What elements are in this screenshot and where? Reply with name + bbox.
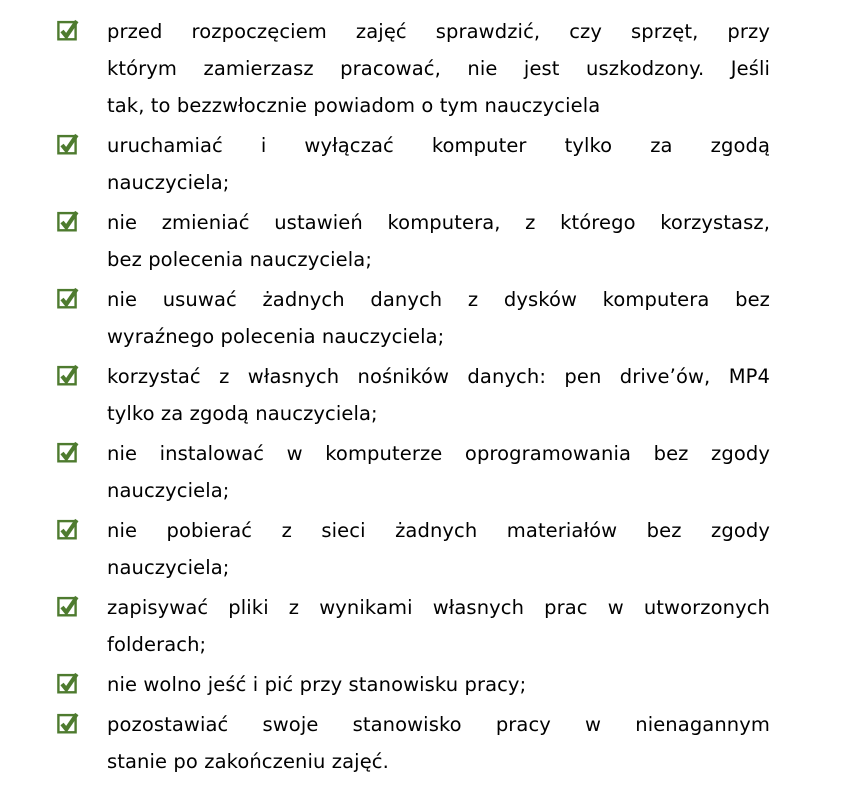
checked-checkbox-icon [57, 132, 79, 155]
list-item-marker [57, 358, 107, 386]
list-item-text [107, 127, 770, 201]
checked-checkbox-icon [57, 209, 79, 232]
list-item [57, 435, 770, 509]
list-item-text [107, 358, 770, 432]
checked-checkbox-icon [57, 440, 79, 463]
checked-checkbox-icon [57, 286, 79, 309]
list-item-line: folderach; [107, 633, 207, 656]
list-item-line: nie zmieniać ustawień komputera, z którego korzystasz, [107, 211, 770, 234]
list-item-marker [57, 127, 107, 155]
list-item-text [107, 512, 770, 586]
list-item-line: nauczyciela; [107, 171, 230, 194]
list-item [57, 706, 770, 780]
list-item-marker [57, 435, 107, 463]
list-item-marker [57, 706, 107, 734]
checked-checkbox-icon [57, 711, 79, 734]
list-item-line: tak, to bezzwłocznie powiadom o tym nauczyciela [107, 94, 601, 117]
list-item-line: nauczyciela; [107, 479, 230, 502]
list-item-text [107, 204, 770, 278]
list-item-line: zapisywać pliki z wynikami własnych prac w utworzonych [107, 596, 770, 619]
list-item-text [107, 589, 770, 663]
list-item-marker [57, 589, 107, 617]
list-item-marker [57, 13, 107, 41]
list-item-line: wyraźnego polecenia nauczyciela; [107, 325, 445, 348]
list-item [57, 281, 770, 355]
list-item-line: tylko za zgodą nauczyciela; [107, 402, 378, 425]
checked-checkbox-icon [57, 594, 79, 617]
list-item-line: pozostawiać swoje stanowisko pracy w nienagannym [107, 713, 770, 736]
list-item [57, 13, 770, 124]
list-item-line: nie wolno jeść i pić przy stanowisku pracy; [107, 673, 527, 696]
list-item-line: nie instalować w komputerze oprogramowania bez zgody [107, 442, 770, 465]
list-item-marker [57, 512, 107, 540]
list-item-line: nauczyciela; [107, 556, 230, 579]
list-item-text [107, 281, 770, 355]
list-item-line: stanie po zakończeniu zajęć. [107, 750, 389, 773]
list-item-line: nie usuwać żadnych danych z dysków komputera bez [107, 288, 770, 311]
list-item [57, 204, 770, 278]
list-item-line: bez polecenia nauczyciela; [107, 248, 373, 271]
checked-checkbox-icon [57, 517, 79, 540]
list-item-marker [57, 666, 107, 694]
checked-checkbox-icon [57, 671, 79, 694]
list-item-marker [57, 281, 107, 309]
list-item-marker [57, 204, 107, 232]
checked-checkbox-icon [57, 18, 79, 41]
list-item-text [107, 435, 770, 509]
list-item-text [107, 13, 770, 124]
list-item-text [107, 706, 770, 780]
list-item [57, 512, 770, 586]
list-item-line: korzystać z własnych nośników danych: pen drive’ów, MP4 [107, 365, 770, 388]
list-item [57, 589, 770, 663]
list-item [57, 358, 770, 432]
list-item [57, 127, 770, 201]
list-item [57, 666, 770, 703]
list-item-line: przed rozpoczęciem zajęć sprawdzić, czy sprzęt, przy [107, 20, 770, 43]
list-item-line: którym zamierzasz pracować, nie jest uszkodzony. Jeśli [107, 57, 770, 80]
list-item-line: uruchamiać i wyłączać komputer tylko za zgodą [107, 134, 770, 157]
list-item-text [107, 666, 770, 703]
checked-checkbox-icon [57, 363, 79, 386]
list-item-line: nie pobierać z sieci żadnych materiałów bez zgody [107, 519, 770, 542]
